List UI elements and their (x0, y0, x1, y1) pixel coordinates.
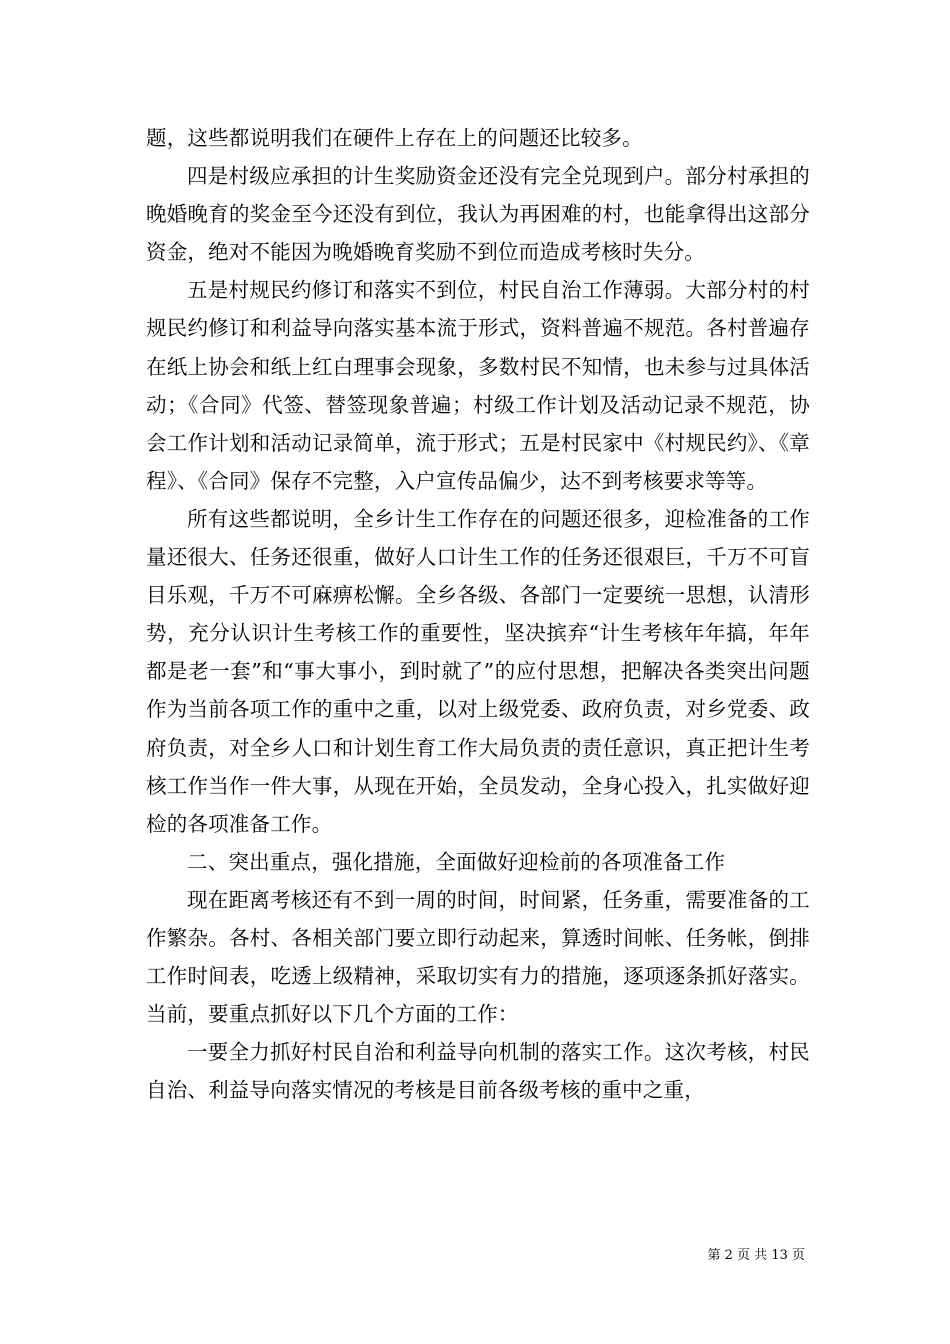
section-heading: 二、突出重点，强化措施，全面做好迎检前的各项准备工作 (187, 849, 726, 874)
paragraph-2: 四是村级应承担的计生奖励资金还没有完全兑现到户。部分村承担的晚婚晚育的奖金至今还没有到位，我认为再困难的村，也能拿得出这部分资金，绝对不能因为晚婚晚育奖励不到位而造成考核时失分。 (146, 164, 810, 265)
document-body (146, 119, 810, 1109)
paragraph-6: 一要全力抓好村民自治和利益导向机制的落实工作。这次考核，村民自治、利益导向落实情况的考核是目前各级考核的重中之重， (146, 1040, 810, 1103)
paragraph-5: 现在距离考核还有不到一周的时间，时间紧，任务重，需要准备的工作繁杂。各村、各相关部门要立即行动起来，算透时间帐、任务帐，倒排工作时间表，吃透上级精神，采取切实有力的措施，逐项逐条抓好落实。当前，要重点抓好以下几个方面的工作： (146, 887, 810, 1027)
paragraph-4: 所有这些都说明，全乡计生工作存在的问题还很多，迎检准备的工作量还很大、任务还很重，做好人口计生工作的任务还很艰巨，千万不可盲目乐观，千万不可麻痹松懈。全乡各级、各部门一定要统一思想，认清形势，充分认识计生考核工作的重要性，坚决摈弃“计生考核年年搞，年年都是老一套”和“事大事小，到时就了”的应付思想，把解决各类突出问题作为当前各项工作的重中之重，以对上级党委、政府负责，对乡党委、政府负责，对全乡人口和计划生育工作大局负责的责任意识，真正把计生考核工作当作一件大事，从现在开始，全员发动，全身心投入，扎实做好迎检的各项准备工作。 (146, 506, 810, 836)
paragraph-3: 五是村规民约修订和落实不到位，村民自治工作薄弱。大部分村的村规民约修订和利益导向落实基本流于形式，资料普遍不规范。各村普遍存在纸上协会和纸上红白理事会现象，多数村民不知情，也未参与过具体活动；《合同》代签、替签现象普遍；村级工作计划及活动记录不规范，协会工作计划和活动记录简单，流于形式；五是村民家中《村规民约》、《章程》、《合同》保存不完整，入户宣传品偏少，达不到考核要求等等。 (146, 278, 810, 493)
paragraph-1: 题，这些都说明我们在硬件上存在上的问题还比较多。 (146, 126, 643, 150)
page-number: 第 2 页 共 13 页 (707, 1248, 805, 1263)
